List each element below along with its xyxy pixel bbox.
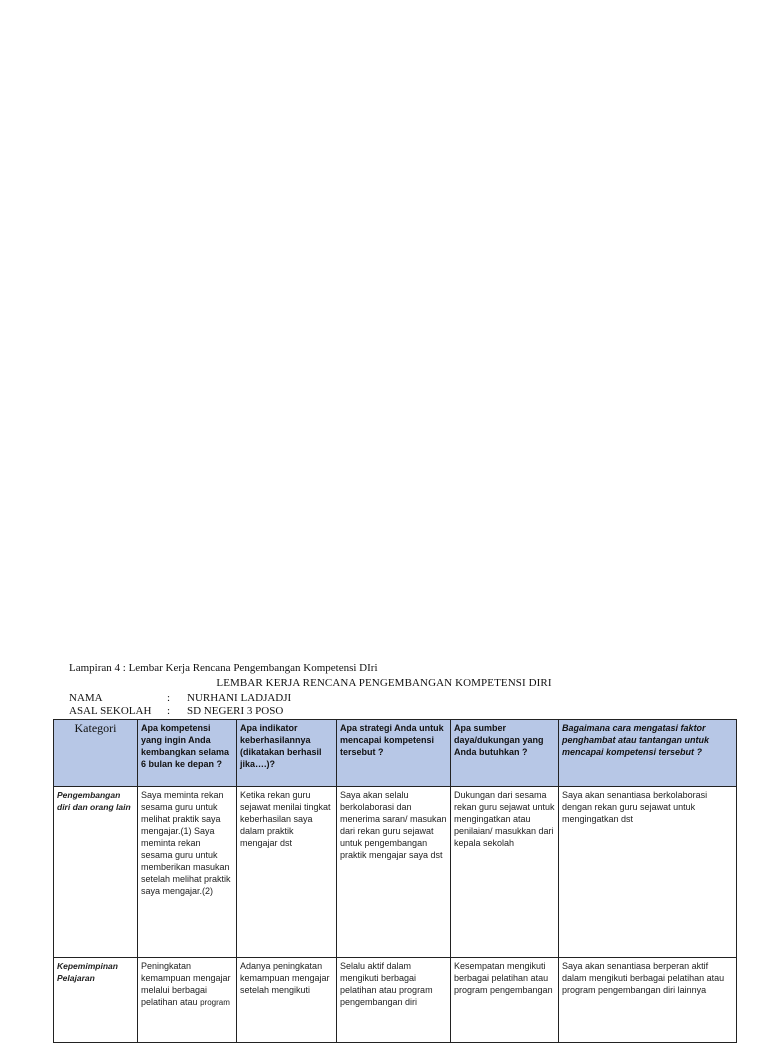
cell-indikator: Ketika rekan guru sejawat menilai tingkat keberhasilan saya dalam praktik mengajar dst: [237, 787, 337, 958]
header-kompetensi: Apa kompetensi yang ingin Anda kembangkan selama 6 bulan ke depan ?: [138, 720, 237, 787]
nama-label: NAMA: [69, 692, 103, 704]
sekolah-colon: :: [167, 705, 171, 717]
document-title: LEMBAR KERJA RENCANA PENGEMBANGAN KOMPETENSI DIRI: [216, 677, 552, 689]
cell-kategori: Pengembangan diri dan orang lain: [54, 787, 138, 958]
cell-kompetensi-small: program: [200, 998, 230, 1007]
header-indikator: Apa indikator keberhasilannya (dikatakan berhasil jika….)?: [237, 720, 337, 787]
table-row: [54, 787, 737, 958]
cell-kompetensi: Saya meminta rekan sesama guru untuk melihat praktik saya mengajar.(1) Saya meminta rekan sesama guru untuk memberikan masukan setelah melihat praktik saya mengajar.(2): [138, 787, 237, 958]
cell-kompetensi-main: Peningkatan kemampuan mengajar melalui berbagai pelatihan atau: [141, 961, 231, 1007]
lampiran-caption: Lampiran 4 : Lembar Kerja Rencana Pengembangan Kompetensi DIri: [69, 662, 378, 674]
table-row: [54, 958, 737, 1043]
cell-indikator: Adanya peningkatan kemampuan mengajar setelah mengikuti: [237, 958, 337, 1043]
nama-value: NURHANI LADJADJI: [187, 692, 292, 704]
header-sumber: Apa sumber daya/dukungan yang Anda butuhkan ?: [451, 720, 559, 787]
cell-strategi: Saya akan selalu berkolaborasi dan menerima saran/ masukan dari rekan guru sejawat untuk pengembangan praktik mengajar saya dst: [337, 787, 451, 958]
cell-sumber: Dukungan dari sesama rekan guru sejawat untuk mengingatkan atau penilaian/ masukkan dari kepala sekolah: [451, 787, 559, 958]
cell-kategori: Kepemimpinan Pelajaran: [54, 958, 138, 1043]
cell-cara: Saya akan senantiasa berkolaborasi dengan rekan guru sejawat untuk mengingatkan dst: [559, 787, 737, 958]
cell-cara: Saya akan senantiasa berperan aktif dalam mengikuti berbagai pelatihan atau program pengembangan diri lainnya: [559, 958, 737, 1043]
sekolah-value: SD NEGERI 3 POSO: [187, 705, 284, 717]
header-kategori: Kategori: [54, 720, 138, 787]
cell-kompetensi: [138, 958, 237, 1043]
sekolah-label: ASAL SEKOLAH: [69, 705, 152, 717]
rencana-table: [53, 719, 737, 1043]
nama-colon: :: [167, 692, 171, 704]
cell-strategi: Selalu aktif dalam mengikuti berbagai pelatihan atau program pengembangan diri: [337, 958, 451, 1043]
header-cara: Bagaimana cara mengatasi faktor penghambat atau tantangan untuk mencapai kompetensi tersebut ?: [559, 720, 737, 787]
table-header-row: [54, 720, 737, 787]
header-strategi: Apa strategi Anda untuk mencapai kompetensi tersebut ?: [337, 720, 451, 787]
cell-sumber: Kesempatan mengikuti berbagai pelatihan atau program pengembangan: [451, 958, 559, 1043]
